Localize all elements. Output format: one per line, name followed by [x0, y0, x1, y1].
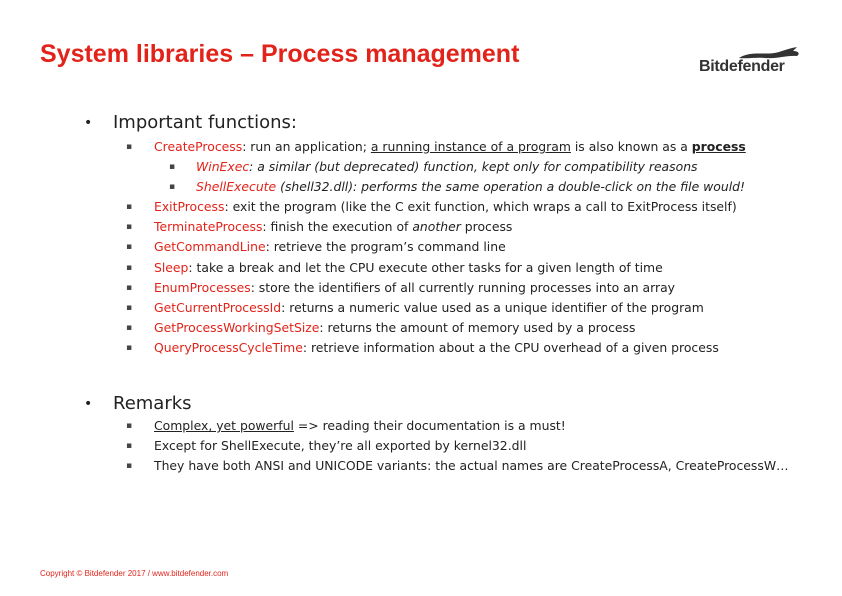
- slide-title: System libraries – Process management: [40, 40, 520, 68]
- function-name: GetCommandLine: [154, 239, 266, 254]
- function-name: WinExec: [196, 159, 250, 174]
- sub-item-shell-execute: ▪ ShellExecute (shell32.dll): performs the same operation a double-click on the file would!: [196, 177, 745, 197]
- function-name: ExitProcess: [154, 199, 225, 214]
- function-name: ShellExecute: [196, 179, 277, 194]
- list-bullet: ▪: [169, 182, 176, 192]
- list-bullet: ▪: [126, 263, 133, 273]
- list-item-query-process-cycle-time: ▪ QueryProcessCycleTime: retrieve information about a the CPU overhead of a given process: [154, 338, 719, 358]
- list-bullet: ▪: [126, 343, 133, 353]
- function-name: GetProcessWorkingSetSize: [154, 320, 320, 335]
- list-item-terminate-process: ▪ TerminateProcess: finish the execution of another process: [154, 217, 512, 237]
- function-name: GetCurrentProcessId: [154, 300, 282, 315]
- footer-copyright: Copyright © Bitdefender 2017 / www.bitdefender.com: [40, 569, 229, 578]
- list-item-get-process-working-set-size: ▪ GetProcessWorkingSetSize: returns the amount of memory used by a process: [154, 318, 635, 338]
- list-bullet: ▪: [126, 303, 133, 313]
- list-bullet: ▪: [126, 142, 133, 152]
- section-heading-remarks: Remarks: [113, 393, 192, 414]
- function-name: EnumProcesses: [154, 280, 251, 295]
- function-name: QueryProcessCycleTime: [154, 340, 303, 355]
- list-item-create-process: ▪ CreateProcess: run an application; a running instance of a program is also known as a process: [154, 137, 746, 157]
- remark-item: ▪ They have both ANSI and UNICODE variants: the actual names are CreateProcessA, CreateProcessW…: [154, 456, 788, 476]
- list-bullet: ▪: [126, 323, 133, 333]
- list-bullet: ▪: [126, 242, 133, 252]
- sub-item-win-exec: ▪ WinExec: a similar (but deprecated) function, kept only for compatibility reasons: [196, 157, 698, 177]
- list-bullet: ▪: [169, 162, 176, 172]
- list-item-get-current-process-id: ▪ GetCurrentProcessId: returns a numeric value used as a unique identifier of the program: [154, 298, 704, 318]
- list-item-get-command-line: ▪ GetCommandLine: retrieve the program’s command line: [154, 237, 506, 257]
- list-bullet: ▪: [126, 421, 133, 431]
- function-name: TerminateProcess: [154, 219, 263, 234]
- list-bullet: ▪: [126, 461, 133, 471]
- section-bullet: •: [84, 396, 93, 412]
- function-name: CreateProcess: [154, 139, 243, 154]
- list-item-sleep: ▪ Sleep: take a break and let the CPU execute other tasks for a given length of time: [154, 258, 663, 278]
- list-item-enum-processes: ▪ EnumProcesses: store the identifiers of all currently running processes into an array: [154, 278, 675, 298]
- list-bullet: ▪: [126, 202, 133, 212]
- section-heading-functions: Important functions:: [113, 112, 297, 133]
- list-bullet: ▪: [126, 222, 133, 232]
- list-item-exit-process: ▪ ExitProcess: exit the program (like the C exit function, which wraps a call to ExitProcess itself): [154, 197, 737, 217]
- remark-item: ▪ Complex, yet powerful => reading their documentation is a must!: [154, 416, 566, 436]
- list-bullet: ▪: [126, 283, 133, 293]
- section-bullet: •: [84, 115, 93, 131]
- logo-text: Bitdefender: [699, 58, 785, 75]
- function-name: Sleep: [154, 260, 189, 275]
- list-bullet: ▪: [126, 441, 133, 451]
- remark-item: ▪ Except for ShellExecute, they’re all exported by kernel32.dll: [154, 436, 526, 456]
- bitdefender-logo: [697, 46, 801, 80]
